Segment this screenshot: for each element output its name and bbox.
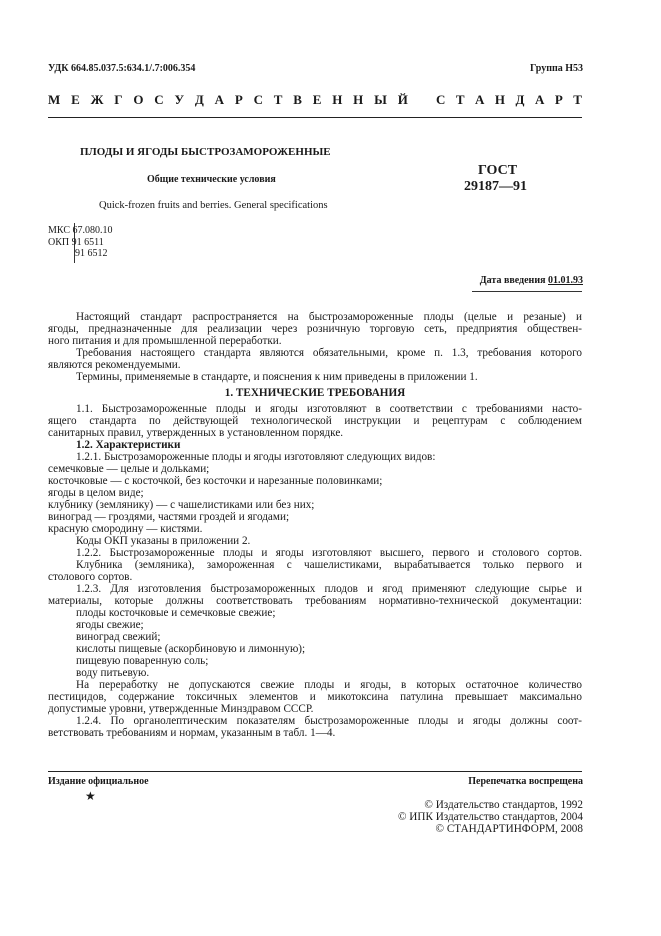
copyright-line: © ИПК Издательство стандартов, 2004 xyxy=(397,811,583,823)
letter: В xyxy=(293,92,302,107)
group-code: Группа Н53 xyxy=(530,63,583,74)
letter: М xyxy=(48,92,61,107)
paragraph-line: ящего стандарта по действующей технологической инструкции и рецептурам с соблюдением xyxy=(48,415,582,427)
date-label: Дата введения xyxy=(479,275,546,286)
gost-label: ГОСТ xyxy=(478,163,518,178)
letter: Р xyxy=(554,92,563,107)
letter: Р xyxy=(234,92,243,107)
letter: Н xyxy=(353,92,364,107)
paragraph-line: ягоды, предназначенные для реализации через розничную торговую сеть, предприятия обществен- xyxy=(48,323,582,335)
letter: Д xyxy=(515,92,525,107)
paragraph-line: являются рекомендуемыми. xyxy=(48,359,181,371)
header-rule xyxy=(48,117,582,118)
paragraph-line: Клубника (земляника), замороженная с чашелистиками, вырабатывается только первого и xyxy=(76,559,582,571)
list-item: плоды косточковые и семечковые свежие; xyxy=(76,607,276,619)
paragraph-line: 1.2.4. По органолептическим показателям быстрозамороженные плоды и ягоды должны соот- xyxy=(76,715,582,727)
letter: А xyxy=(214,92,224,107)
product-title: ПЛОДЫ И ЯГОДЫ БЫСТРОЗАМОРОЖЕННЫЕ xyxy=(80,146,331,158)
footer-rule xyxy=(48,771,582,772)
udc-code: УДК 664.85.037.5:634.1/.7:006.354 xyxy=(48,63,196,74)
paragraph-line: материалы, которые должны соответствовать требованиям нормативно-технической документации: xyxy=(48,595,582,607)
letter: Т xyxy=(273,92,283,107)
list-item: ягоды свежие; xyxy=(76,619,144,631)
paragraph-line: На переработку не допускаются свежие плоды и ягоды, в которых остаточное количество xyxy=(76,679,582,691)
letter: Н xyxy=(332,92,343,107)
subsection-heading: 1.2. Характеристики xyxy=(76,439,181,451)
standard-type-heading xyxy=(48,92,582,108)
date-value: 01.01.93 xyxy=(548,275,583,286)
paragraph-line: пестицидов, содержание токсичных элементов и микотоксина патулина превышает максимально xyxy=(48,691,582,703)
paragraph-line: ветствовать требованиям и нормам, указанным в табл. 1—4. xyxy=(48,727,336,739)
standard-type-word-2 xyxy=(436,92,582,108)
letter: Д xyxy=(194,92,204,107)
paragraph-line: Термины, применяемые в стандарте, и пояснения к ним приведены в приложении 1. xyxy=(76,371,478,383)
okp-code-2: 91 6512 xyxy=(75,248,108,259)
okp-code-1: ОКП 91 6511 xyxy=(48,236,104,248)
letter: Ы xyxy=(374,92,387,107)
list-item: виноград свежий; xyxy=(76,631,161,643)
list-item: пищевую поваренную соль; xyxy=(76,655,209,667)
letter: Г xyxy=(114,92,123,107)
subtitle: Общие технические условия xyxy=(147,174,276,185)
official-edition-label: Издание официальное xyxy=(48,776,149,787)
reprint-notice: Перепечатка воспрещена xyxy=(468,776,583,787)
list-item: воду питьевую. xyxy=(76,667,150,679)
letter: Ж xyxy=(90,92,104,107)
paragraph-line: Коды ОКП указаны в приложении 2. xyxy=(76,535,251,547)
list-item: кислоты пищевые (аскорбиновую и лимонную); xyxy=(76,643,306,655)
english-title: Quick-frozen fruits and berries. General specifications xyxy=(99,200,328,211)
document-body xyxy=(48,311,582,739)
letter: Н xyxy=(494,92,506,107)
list-item: виноград — гроздями, частями гроздей и ягодами; xyxy=(48,511,290,523)
paragraph-line: допустимые уровни, утвержденные Минздравом СССР. xyxy=(48,703,314,715)
letter: С xyxy=(436,92,446,107)
letter: Т xyxy=(455,92,465,107)
letter: Е xyxy=(71,92,80,107)
list-item: красную смородину — кистями. xyxy=(48,523,203,535)
paragraph-line: 1.1. Быстрозамороженные плоды и ягоды изготовляют в соответствии с требованиями насто- xyxy=(76,403,582,415)
mks-code: МКС 67.080.10 xyxy=(48,225,113,236)
list-item: клубнику (землянику) — с чашелистиками или без них; xyxy=(48,499,315,511)
letter: А xyxy=(475,92,485,107)
letter: Й xyxy=(397,92,408,107)
letter: С xyxy=(253,92,263,107)
list-item: семечковые — целые и дольками; xyxy=(48,463,210,475)
standard-type-word-1 xyxy=(48,92,408,108)
letter: С xyxy=(154,92,164,107)
letter: Е xyxy=(312,92,322,107)
letter: Т xyxy=(573,92,582,107)
list-item: косточковые — с косточкой, без косточки и нарезанные половинками; xyxy=(48,475,383,487)
paragraph-line: санитарных правил, утвержденных в установленном порядке. xyxy=(48,427,344,439)
letter: А xyxy=(534,92,545,107)
paragraph-line: 1.2.3. Для изготовления быстрозамороженных плодов и ягод применяют следующие сырье и xyxy=(76,583,582,595)
paragraph-line: столового сортов. xyxy=(48,571,133,583)
copyright-line: © СТАНДАРТИНФОРМ, 2008 xyxy=(435,823,583,835)
copyright-line: © Издательство стандартов, 1992 xyxy=(424,799,583,811)
star-icon: ★ xyxy=(85,789,96,803)
introduction-date xyxy=(480,275,583,286)
copyright-block xyxy=(398,799,583,835)
letter: О xyxy=(133,92,144,107)
letter: У xyxy=(174,92,185,107)
section-heading: 1. ТЕХНИЧЕСКИЕ ТРЕБОВАНИЯ xyxy=(224,387,406,399)
paragraph-line: Настоящий стандарт распространяется на быстрозамороженные плоды (целые и резаные) и xyxy=(76,311,582,323)
date-rule xyxy=(472,291,582,292)
gost-number: 29187—91 xyxy=(464,179,527,194)
paragraph-line: Требования настоящего стандарта являются обязательными, кроме п. 1.3, требования которого xyxy=(76,347,582,359)
paragraph-line: ного питания и для промышленной переработки. xyxy=(48,335,282,347)
list-item: ягоды в целом виде; xyxy=(48,487,144,499)
paragraph-line: 1.2.2. Быстрозамороженные плоды и ягоды изготовляют высшего, первого и столового сортов. xyxy=(76,547,582,559)
paragraph-line: 1.2.1. Быстрозамороженные плоды и ягоды изготовляют следующих видов: xyxy=(76,451,436,463)
classification-codes xyxy=(48,225,112,260)
